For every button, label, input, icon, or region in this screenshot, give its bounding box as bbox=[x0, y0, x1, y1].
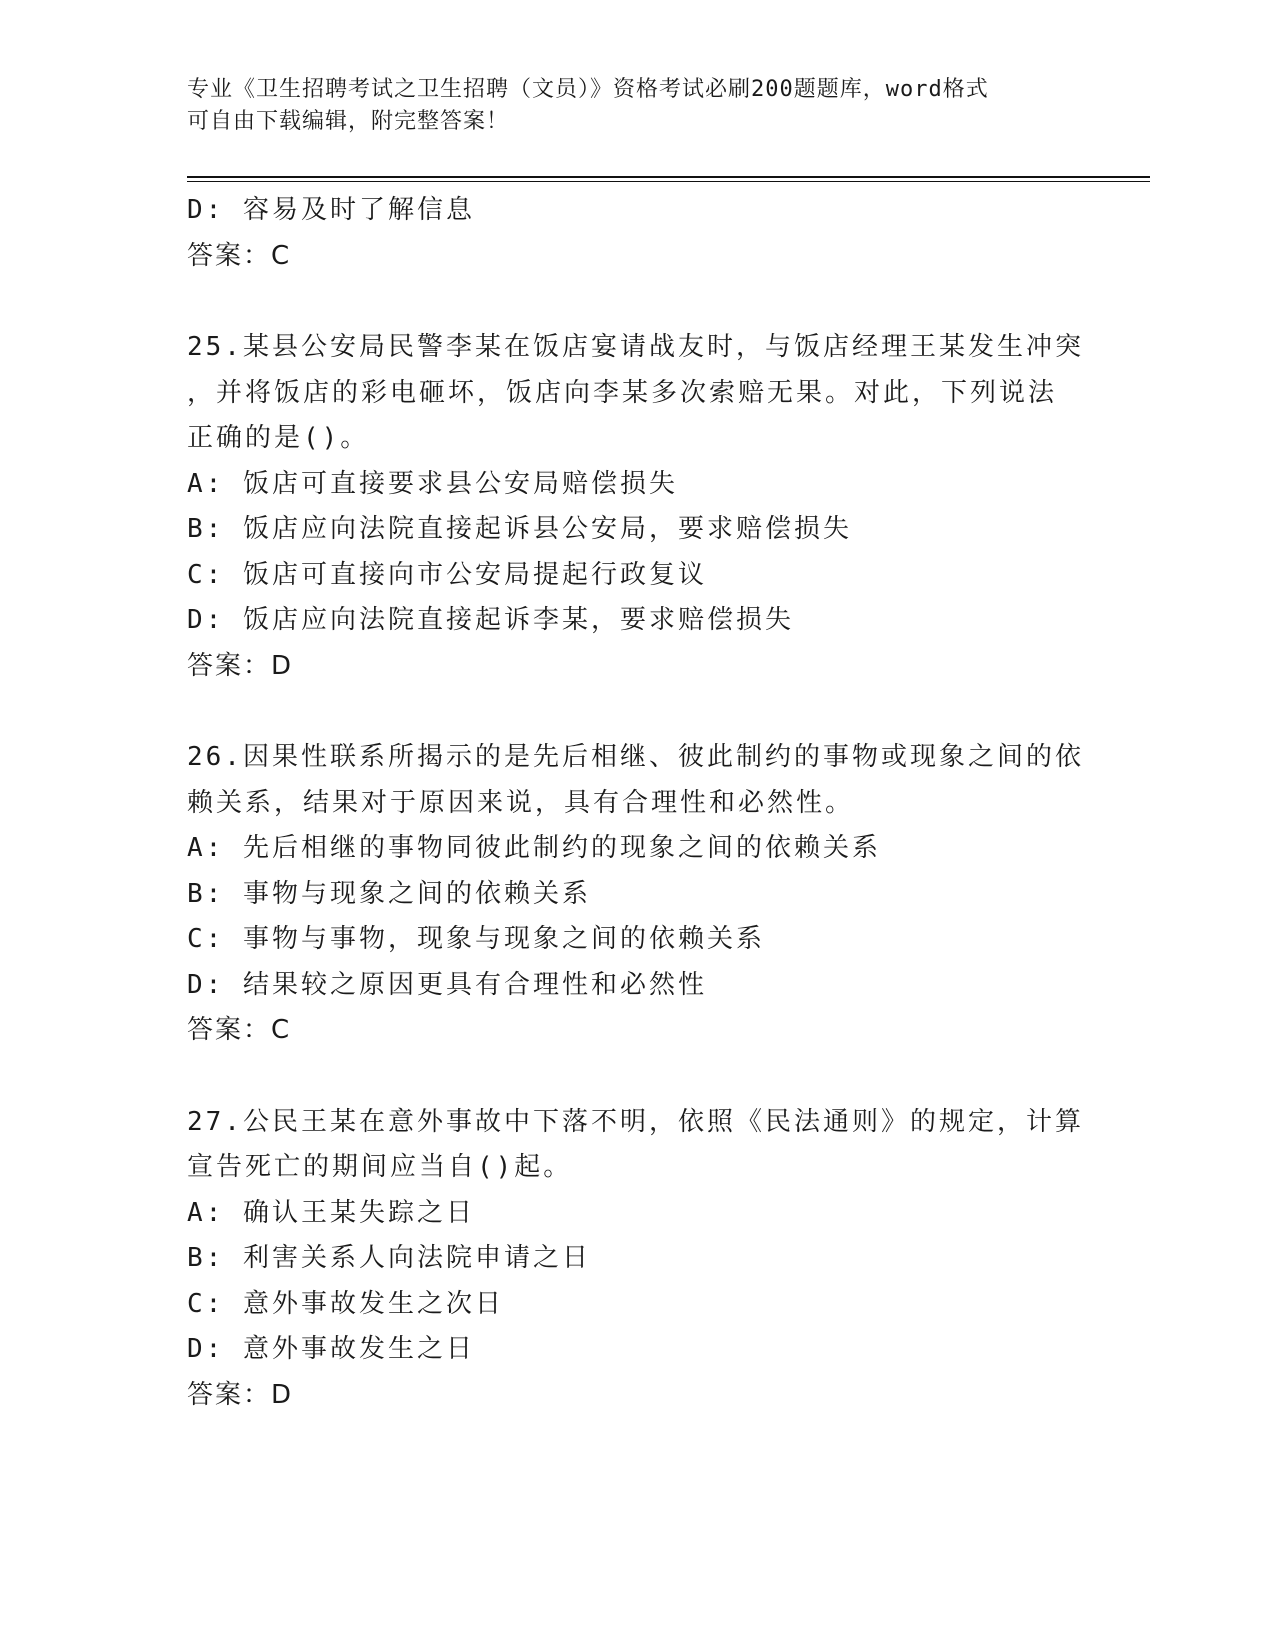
option-a: A: 先后相继的事物同彼此制约的现象之间的依赖关系 bbox=[187, 833, 881, 863]
question-26 bbox=[187, 735, 1087, 1054]
question-stem-line: 宣告死亡的期间应当自()起。 bbox=[187, 1152, 573, 1182]
option-d: D: 容易及时了解信息 bbox=[187, 195, 475, 225]
answer-line: 答案：C bbox=[187, 1015, 292, 1045]
question-list bbox=[187, 188, 1087, 1418]
option-a: A: 饭店可直接要求县公安局赔偿损失 bbox=[187, 468, 678, 499]
option-d: D: 意外事故发生之日 bbox=[187, 1334, 475, 1364]
option-b: B: 饭店应向法院直接起诉县公安局，要求赔偿损失 bbox=[187, 514, 852, 544]
option-d: D: 饭店应向法院直接起诉李某，要求赔偿损失 bbox=[187, 605, 794, 635]
option-c: C: 事物与事物，现象与现象之间的依赖关系 bbox=[187, 924, 765, 954]
option-d: D: 结果较之原因更具有合理性和必然性 bbox=[187, 969, 707, 1000]
answer-line: 答案：D bbox=[187, 1379, 294, 1410]
answer-line: 答案：C bbox=[187, 240, 292, 271]
question-stem-line: 25.某县公安局民警李某在饭店宴请战友时，与饭店经理王某发生冲突 bbox=[187, 332, 1084, 362]
option-b: B: 事物与现象之间的依赖关系 bbox=[187, 878, 591, 909]
option-a: A: 确认王某失踪之日 bbox=[187, 1197, 475, 1228]
option-c: C: 饭店可直接向市公安局提起行政复议 bbox=[187, 559, 707, 590]
question-27 bbox=[187, 1100, 1087, 1419]
question-stem-line: 26.因果性联系所揭示的是先后相继、彼此制约的事物或现象之间的依 bbox=[187, 742, 1084, 772]
header-divider-thick bbox=[187, 176, 1150, 178]
previous-question-tail bbox=[187, 188, 1087, 279]
header-divider-thin bbox=[187, 181, 1150, 182]
header-line-1: 专业《卫生招聘考试之卫生招聘（文员）》资格考试必刷200题题库，word格式 bbox=[187, 77, 989, 102]
header-line-2: 可自由下载编辑，附完整答案！ bbox=[187, 109, 510, 134]
question-stem-line: ，并将饭店的彩电砸坏，饭店向李某多次索赔无果。对此，下列说法 bbox=[187, 377, 1058, 408]
page-header bbox=[187, 74, 1087, 138]
question-25 bbox=[187, 325, 1087, 689]
option-c: C: 意外事故发生之次日 bbox=[187, 1288, 504, 1319]
answer-line: 答案：D bbox=[187, 650, 294, 681]
option-b: B: 利害关系人向法院申请之日 bbox=[187, 1243, 591, 1273]
question-stem-line: 赖关系，结果对于原因来说，具有合理性和必然性。 bbox=[187, 787, 855, 818]
question-stem-line: 27.公民王某在意外事故中下落不明，依照《民法通则》的规定，计算 bbox=[187, 1106, 1084, 1137]
question-stem-line: 正确的是()。 bbox=[187, 423, 370, 453]
